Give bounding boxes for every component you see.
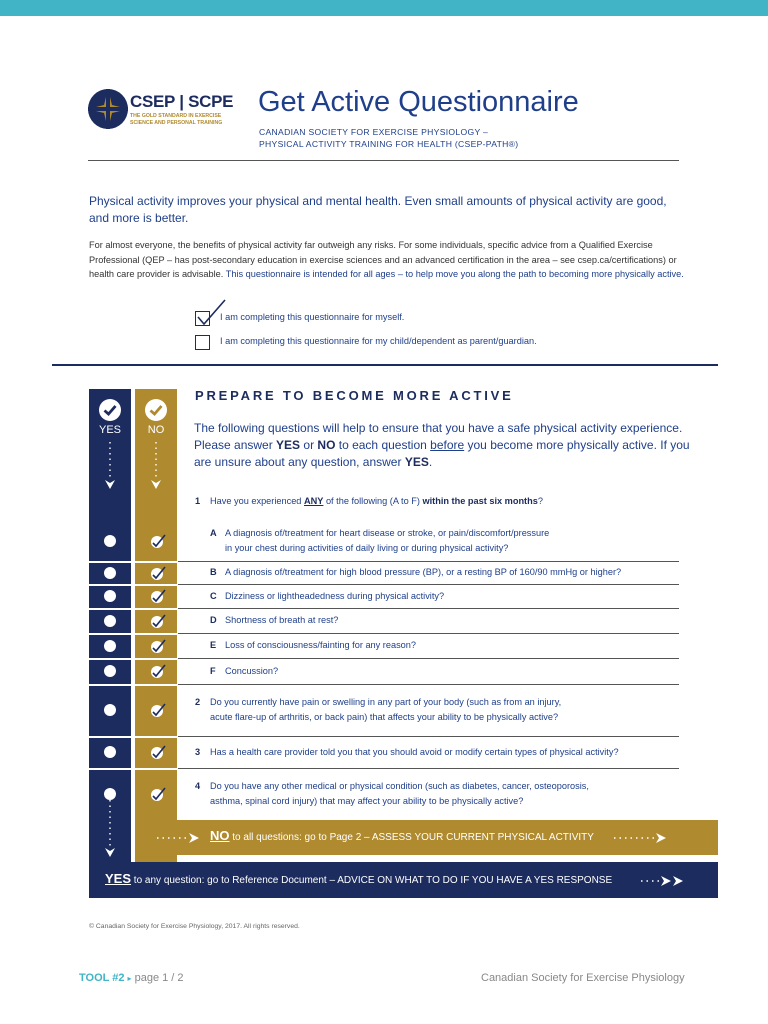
copyright-notice: © Canadian Society for Exercise Physiology, 2017. All rights reserved. [89,923,300,930]
page-title: Get Active Questionnaire [258,86,579,118]
column-row-gap [89,768,177,770]
yes-radio[interactable] [104,640,116,652]
question-number: E [210,640,217,650]
yes-bar-arrow-icon [639,874,687,888]
prepare-instructions: The following questions will help to ensure that you have a safe physical activity experience. Please answer YES or NO to each question before you become more physically active. If you are unsure about any question, answer YES. [194,421,690,469]
question-number: B [210,567,217,577]
question-number: C [210,590,217,601]
yes-radio[interactable] [104,704,116,716]
row-divider [178,658,679,659]
yes-radio[interactable] [104,567,116,579]
yes-radio[interactable] [104,665,116,677]
row-divider [178,633,679,634]
row-divider [178,768,679,769]
row-divider [178,608,679,609]
yes-radio[interactable] [104,590,116,602]
question-1-number: 1 [195,496,201,506]
column-row-gap [89,658,177,660]
question-text: Concussion? [225,665,279,676]
no-bar-arrow-left-icon [155,831,201,845]
column-row-gap [89,608,177,610]
intro-highlight: This questionnaire is intended for all ages – to help move you along the path to becoming more physically active. [225,269,684,279]
row-divider [178,736,679,737]
no-radio-checked[interactable] [148,587,168,605]
header-divider [88,160,679,161]
question-text: Dizziness or lightheadedness during physical activity? [225,590,445,601]
no-column-label: NO [147,424,165,436]
column-row-gap [89,736,177,738]
yes-radio[interactable] [104,746,116,758]
question-number: 4 [195,781,201,791]
yes-result-text: YES to any question: go to Reference Document – ADVICE ON WHAT TO DO IF YOU HAVE A YES RESPONSE [105,871,613,886]
no-bar-arrow-right-icon [612,831,670,845]
intro-lead: Physical activity improves your physical and mental health. Even small amounts of physical activity are good, and more is better. [89,194,667,225]
no-radio-checked[interactable] [148,662,168,680]
yes-radio[interactable] [104,615,116,627]
question-number: 3 [195,746,201,757]
question-1-text: Have you experienced ANY of the following (A to F) within the past six months? [210,496,543,506]
question-number: D [210,615,217,625]
no-radio-checked[interactable] [148,701,168,719]
row-divider [178,561,679,562]
no-radio-checked[interactable] [148,785,168,803]
section-title: PREPARE TO BECOME MORE ACTIVE [195,388,514,403]
question-text: Do you currently have pain or swelling in any part of your body (such as from an injury, acute flare-up of arthritis, or back pain) that affects your ability to be physically active? [210,697,562,722]
question-text: A diagnosis of/treatment for high blood pressure (BP), or a resting BP of 160/90 mmHg or higher? [225,567,622,577]
column-row-gap [89,633,177,635]
yes-column-label: YES [98,424,121,436]
question-number: 2 [195,697,201,707]
top-accent-bar [0,0,768,16]
logo-wordmark: CSEP | SCPE [130,92,234,111]
footer-tool-label: TOOL #2 ▸ page 1 / 2 [79,972,184,984]
self-checkbox-label: I am completing this questionnaire for myself. [220,312,405,322]
question-text: A diagnosis of/treatment for heart disease or stroke, or pain/discomfort/pressure in your chest during activities of daily living or during physical activity? [225,527,550,553]
no-down-arrow-icon [150,440,162,492]
page-subtitle-line-1: CANADIAN SOCIETY FOR EXERCISE PHYSIOLOGY – [259,127,489,137]
yes-radio[interactable] [104,535,116,547]
question-text: Shortness of breath at rest? [225,615,339,625]
no-radio-checked[interactable] [148,743,168,761]
row-divider [178,584,679,585]
dependent-checkbox[interactable] [195,335,210,350]
logo-tagline: THE GOLD STANDARD IN EXERCISE SCIENCE AND PERSONAL TRAINING [130,113,223,126]
question-text: Loss of consciousness/fainting for any reason? [225,640,417,650]
question-number: F [210,665,216,676]
question-text: Do you have any other medical or physical condition (such as diabetes, cancer, osteoporosis, asthma, spinal cord injury) that may affect your ability to be physically active? [210,781,589,806]
question-number: A [210,527,217,538]
row-divider [178,684,679,685]
question-text: Has a health care provider told you that you should avoid or modify certain types of physical activity? [210,746,619,757]
yes-radio[interactable] [104,788,116,800]
yes-down-arrow-icon [104,440,116,492]
no-radio-checked[interactable] [148,612,168,630]
no-radio-checked[interactable] [148,637,168,655]
column-row-gap [89,584,177,586]
page-subtitle-line-2: PHYSICAL ACTIVITY TRAINING FOR HEALTH (CSEP-PATH®) [259,139,519,149]
no-result-text: NO to all questions: go to Page 2 – ASSESS YOUR CURRENT PHYSICAL ACTIVITY [210,828,594,843]
no-radio-checked[interactable] [148,532,168,550]
footer-organization: Canadian Society for Exercise Physiology [481,972,685,984]
intro-body: For almost everyone, the benefits of physical activity far outweigh any risks. For some individuals, specific advice from a Qualified Exercise Professional (QEP – has post-secondary education in exercise sciences and an advanced certification in the area – see csep.ca/certifications) or health care provider is advisable. This questionnaire is intended for all ages – to help move you along the path to becoming more physically active. [89,240,684,279]
no-check-circle-icon [144,398,168,422]
no-radio-checked[interactable] [148,564,168,582]
yes-bottom-arrow-icon [104,798,116,862]
page-indicator: page 1 / 2 [134,972,184,984]
section-divider [52,364,718,366]
yes-check-circle-icon [98,398,122,422]
dependent-checkbox-label: I am completing this questionnaire for my child/dependent as parent/guardian. [220,336,537,346]
column-row-gap [89,684,177,686]
